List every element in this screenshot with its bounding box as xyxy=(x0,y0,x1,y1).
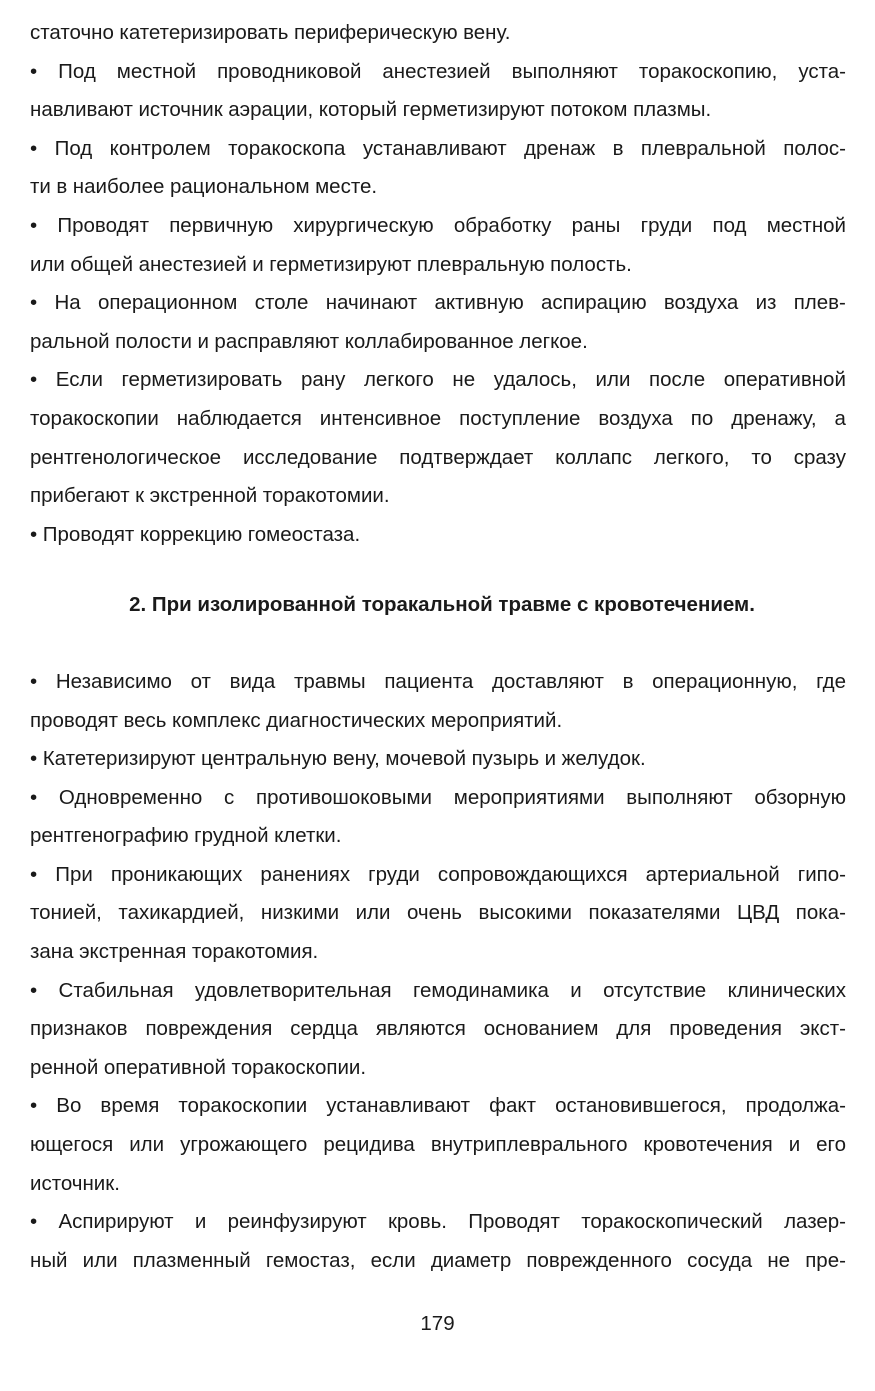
word: из xyxy=(755,291,777,315)
word: или xyxy=(82,1248,118,1272)
word: рентгенологическое xyxy=(30,445,222,469)
word: легкого, xyxy=(653,445,730,469)
word: вену, xyxy=(332,747,380,771)
word: реинфузируют xyxy=(227,1210,367,1234)
word: для xyxy=(616,1017,652,1041)
page-content xyxy=(30,14,846,1280)
word: контролем xyxy=(109,136,211,160)
word: первичную xyxy=(169,213,274,237)
word: пока- xyxy=(795,901,846,925)
word: угрожающего xyxy=(180,1133,308,1157)
word: или xyxy=(30,252,65,276)
word: обработку xyxy=(453,213,552,237)
word: • xyxy=(30,368,38,392)
word: экстренная xyxy=(79,940,187,964)
text-line xyxy=(30,779,846,818)
word: в xyxy=(622,669,634,693)
text-line xyxy=(30,400,846,439)
word: к xyxy=(135,484,145,508)
word: проведения xyxy=(669,1017,782,1041)
word: Стабильная xyxy=(58,978,174,1002)
word: рецидива xyxy=(323,1133,415,1157)
word: анестезией xyxy=(138,252,247,276)
word: Проводят xyxy=(57,213,149,237)
word: воздуха xyxy=(598,406,673,430)
word: потоком xyxy=(550,98,628,122)
word: дренаж xyxy=(524,136,596,160)
word: прибегают xyxy=(30,484,130,508)
word: мероприятий. xyxy=(430,708,563,732)
text-line xyxy=(30,516,846,555)
word: весь xyxy=(123,708,167,732)
paragraph xyxy=(30,14,846,53)
paragraph xyxy=(30,972,846,1088)
word: сопровождающихся xyxy=(437,862,628,886)
text-line xyxy=(30,1203,846,1242)
word: и xyxy=(252,252,264,276)
word: дренажу, xyxy=(731,406,817,430)
text-line xyxy=(30,91,846,130)
word: остановившегося, xyxy=(555,1094,727,1118)
word: комплекс xyxy=(172,708,261,732)
word: ЦВД xyxy=(736,901,780,925)
text-line xyxy=(30,1165,846,1204)
word: груди xyxy=(640,213,693,237)
word: показателями xyxy=(588,901,721,925)
text-line xyxy=(30,740,846,779)
word: груди xyxy=(368,862,420,886)
word: • xyxy=(30,669,38,693)
word: и xyxy=(544,747,557,771)
word: Катетеризируют xyxy=(42,747,196,771)
word: раны xyxy=(571,213,621,237)
word: проводниковой xyxy=(217,59,362,83)
word: • xyxy=(30,213,38,237)
word: тахикардией, xyxy=(118,901,245,925)
word: Одновременно xyxy=(58,785,203,809)
word: • xyxy=(30,136,38,160)
text-line xyxy=(30,1087,846,1126)
text-line xyxy=(30,702,846,741)
word: герметизируют xyxy=(269,252,412,276)
word: На xyxy=(54,291,81,315)
paragraph xyxy=(30,284,846,361)
word: отсутствие xyxy=(603,978,707,1002)
word: сосуда xyxy=(687,1248,753,1272)
word: вида xyxy=(229,669,276,693)
word: статочно xyxy=(30,21,114,44)
word: артериальной xyxy=(645,862,780,886)
word: оперативной xyxy=(103,1055,226,1079)
text-block-1 xyxy=(30,14,846,554)
word: время xyxy=(100,1094,160,1118)
text-line xyxy=(30,14,846,53)
paragraph xyxy=(30,361,846,515)
word: доставляют xyxy=(491,669,604,693)
word: и xyxy=(194,1210,207,1234)
text-line xyxy=(30,1049,846,1088)
word: устанавливают xyxy=(362,136,507,160)
word: навливают xyxy=(30,98,133,122)
word: который xyxy=(318,98,398,122)
text-line xyxy=(30,207,846,246)
word: плев- xyxy=(793,291,846,315)
word: месте. xyxy=(315,175,378,199)
word: лазер- xyxy=(784,1210,846,1234)
word: противошоковыми xyxy=(256,785,432,809)
text-line xyxy=(30,284,846,323)
text-line xyxy=(30,477,846,516)
word: уста- xyxy=(798,59,846,83)
spacer xyxy=(30,554,846,586)
text-line xyxy=(30,1010,846,1049)
word: плазмы. xyxy=(633,98,712,122)
word: повреждения xyxy=(145,1017,273,1041)
word: исследование xyxy=(242,445,378,469)
word: расправляют xyxy=(214,329,340,353)
word: признаков xyxy=(30,1017,128,1041)
word: то xyxy=(751,445,772,469)
text-line xyxy=(30,130,846,169)
word: выполняют xyxy=(626,785,733,809)
word: ральной xyxy=(30,329,110,353)
word: а xyxy=(834,406,846,430)
word: • xyxy=(30,522,38,546)
text-line xyxy=(30,323,846,362)
paragraph xyxy=(30,740,846,779)
word: клинических xyxy=(727,978,846,1002)
word: высокими xyxy=(478,901,572,925)
word: где xyxy=(816,669,846,693)
word: проникающих xyxy=(110,862,243,886)
text-line xyxy=(30,972,846,1011)
word: сразу xyxy=(793,445,846,469)
word: кровотечения xyxy=(643,1133,773,1157)
text-line xyxy=(30,663,846,702)
word: пузырь xyxy=(471,747,540,771)
text-line xyxy=(30,933,846,972)
text-line xyxy=(30,1242,846,1281)
word: мероприятиями xyxy=(453,785,605,809)
word: • xyxy=(30,1210,38,1234)
word: источник. xyxy=(30,1171,120,1195)
word: удовлетворительная xyxy=(194,978,392,1002)
word: торакоскопический xyxy=(581,1210,763,1234)
word: ный xyxy=(30,1248,68,1272)
word: торакотомия. xyxy=(191,940,319,964)
word: полости xyxy=(115,329,192,353)
text-line xyxy=(30,246,846,285)
word: плевральную xyxy=(416,252,545,276)
word: диагностических xyxy=(266,708,426,732)
word: полос- xyxy=(783,136,846,160)
word: гемостаз, xyxy=(265,1248,356,1272)
word: общей xyxy=(70,252,134,276)
word: торакоскопии. xyxy=(231,1055,367,1079)
word: его xyxy=(816,1133,846,1157)
word: или xyxy=(595,368,631,392)
word: • xyxy=(30,1094,38,1118)
text-block-2 xyxy=(30,663,846,1281)
spacer xyxy=(30,625,846,663)
word: проводят xyxy=(30,708,118,732)
paragraph xyxy=(30,207,846,284)
word: кровь. xyxy=(387,1210,447,1234)
word: обзорную xyxy=(754,785,846,809)
word: и xyxy=(197,329,209,353)
text-line xyxy=(30,856,846,895)
word: торакоскопа xyxy=(228,136,346,160)
word: герметизировать xyxy=(121,368,283,392)
word: гомеостаза. xyxy=(247,522,361,546)
word: Под xyxy=(58,59,96,83)
word: под xyxy=(712,213,747,237)
word: торакотомии. xyxy=(262,484,390,508)
word: воздуха xyxy=(663,291,739,315)
text-line xyxy=(30,361,846,400)
word: гемодинамика xyxy=(412,978,549,1002)
word: экст- xyxy=(799,1017,846,1041)
word: наблюдается xyxy=(176,406,302,430)
word: с xyxy=(224,785,235,809)
word: грудной xyxy=(194,824,269,848)
word: • xyxy=(30,291,38,315)
word: диаметр xyxy=(430,1248,512,1272)
word: от xyxy=(190,669,211,693)
word: • xyxy=(30,862,38,886)
word: после xyxy=(649,368,706,392)
word: столе xyxy=(254,291,309,315)
word: аспирацию xyxy=(541,291,647,315)
text-line xyxy=(30,817,846,856)
word: рану xyxy=(300,368,346,392)
word: При xyxy=(55,862,93,886)
text-line xyxy=(30,894,846,933)
word: легкое. xyxy=(519,329,588,353)
word: поврежденного xyxy=(526,1248,672,1272)
word: желудок. xyxy=(561,747,646,771)
word: плазменный xyxy=(132,1248,251,1272)
word: хирургическую xyxy=(293,213,434,237)
word: продолжа- xyxy=(745,1094,846,1118)
word: интенсивное xyxy=(319,406,442,430)
word: тонией, xyxy=(30,901,102,925)
word: коррекцию xyxy=(139,522,243,546)
word: выполняют xyxy=(511,59,618,83)
word: катетеризировать xyxy=(119,21,289,44)
word: операционную, xyxy=(652,669,798,693)
word: Под xyxy=(54,136,93,160)
word: мочевой xyxy=(385,747,467,771)
word: торакоскопии xyxy=(178,1094,308,1118)
section-heading: 2. При изолированной торакальной травме с кровотечением. xyxy=(129,593,755,617)
word: если xyxy=(370,1248,416,1272)
word: внутриплеврального xyxy=(430,1133,628,1157)
paragraph xyxy=(30,779,846,856)
paragraph xyxy=(30,516,846,555)
word: периферическую xyxy=(293,21,458,44)
word: коллапс xyxy=(555,445,633,469)
word: торакоскопию, xyxy=(638,59,778,83)
word: ющегося xyxy=(30,1133,114,1157)
word: вену. xyxy=(463,21,511,44)
paragraph xyxy=(30,1087,846,1203)
word: Аспирируют xyxy=(58,1210,174,1234)
word: экстренной xyxy=(149,484,258,508)
word: центральную xyxy=(201,747,328,771)
word: полость. xyxy=(550,252,632,276)
page-number: 179 xyxy=(420,1312,455,1335)
word: клетки. xyxy=(274,824,342,848)
word: источник xyxy=(138,98,223,122)
word: факт xyxy=(489,1094,536,1118)
word: местной xyxy=(766,213,846,237)
word: сердца xyxy=(290,1017,358,1041)
word: устанавливают xyxy=(326,1094,471,1118)
word: пре- xyxy=(805,1248,846,1272)
word: • xyxy=(30,785,38,809)
word: основанием xyxy=(483,1017,599,1041)
word: начинают xyxy=(325,291,418,315)
word: анестезией xyxy=(382,59,491,83)
word: герметизируют xyxy=(402,98,545,122)
word: активную xyxy=(434,291,524,315)
word: Во xyxy=(56,1094,82,1118)
paragraph xyxy=(30,130,846,207)
word: в xyxy=(56,175,68,199)
word: удалось, xyxy=(493,368,577,392)
word: легкого xyxy=(363,368,434,392)
word: коллабированное xyxy=(344,329,514,353)
word: по xyxy=(690,406,714,430)
word: оперативной xyxy=(723,368,846,392)
word: Если xyxy=(55,368,103,392)
word: поступление xyxy=(459,406,581,430)
paragraph xyxy=(30,53,846,130)
word: ранениях xyxy=(260,862,351,886)
word: зана xyxy=(30,940,74,964)
text-line xyxy=(30,53,846,92)
word: плевральной xyxy=(640,136,766,160)
paragraph xyxy=(30,856,846,972)
word: пациента xyxy=(384,669,474,693)
word: не xyxy=(452,368,476,392)
word: наиболее xyxy=(72,175,165,199)
word: местной xyxy=(116,59,197,83)
word: в xyxy=(612,136,624,160)
paragraph xyxy=(30,663,846,740)
word: травмы xyxy=(293,669,366,693)
word: аэрации, xyxy=(228,98,314,122)
word: рациональном xyxy=(169,175,310,199)
word: и xyxy=(570,978,582,1002)
word: не xyxy=(767,1248,791,1272)
word: и xyxy=(788,1133,801,1157)
word: • xyxy=(30,747,38,771)
text-line xyxy=(30,1126,846,1165)
text-line xyxy=(30,439,846,478)
word: гипо- xyxy=(797,862,846,886)
word: операционном xyxy=(97,291,238,315)
word: подтверждает xyxy=(399,445,534,469)
word: ренной xyxy=(30,1055,99,1079)
word: являются xyxy=(375,1017,466,1041)
word: очень xyxy=(406,901,462,925)
word: Проводят xyxy=(42,522,135,546)
word: • xyxy=(30,978,38,1002)
word: или xyxy=(355,901,391,925)
word: рентгенографию xyxy=(30,824,189,848)
word: торакоскопии xyxy=(30,406,159,430)
text-line xyxy=(30,168,846,207)
word: • xyxy=(30,59,38,83)
paragraph xyxy=(30,1203,846,1280)
word: Проводят xyxy=(468,1210,560,1234)
word: ти xyxy=(30,175,51,199)
word: Независимо xyxy=(55,669,172,693)
word: низкими xyxy=(260,901,340,925)
word: или xyxy=(129,1133,165,1157)
